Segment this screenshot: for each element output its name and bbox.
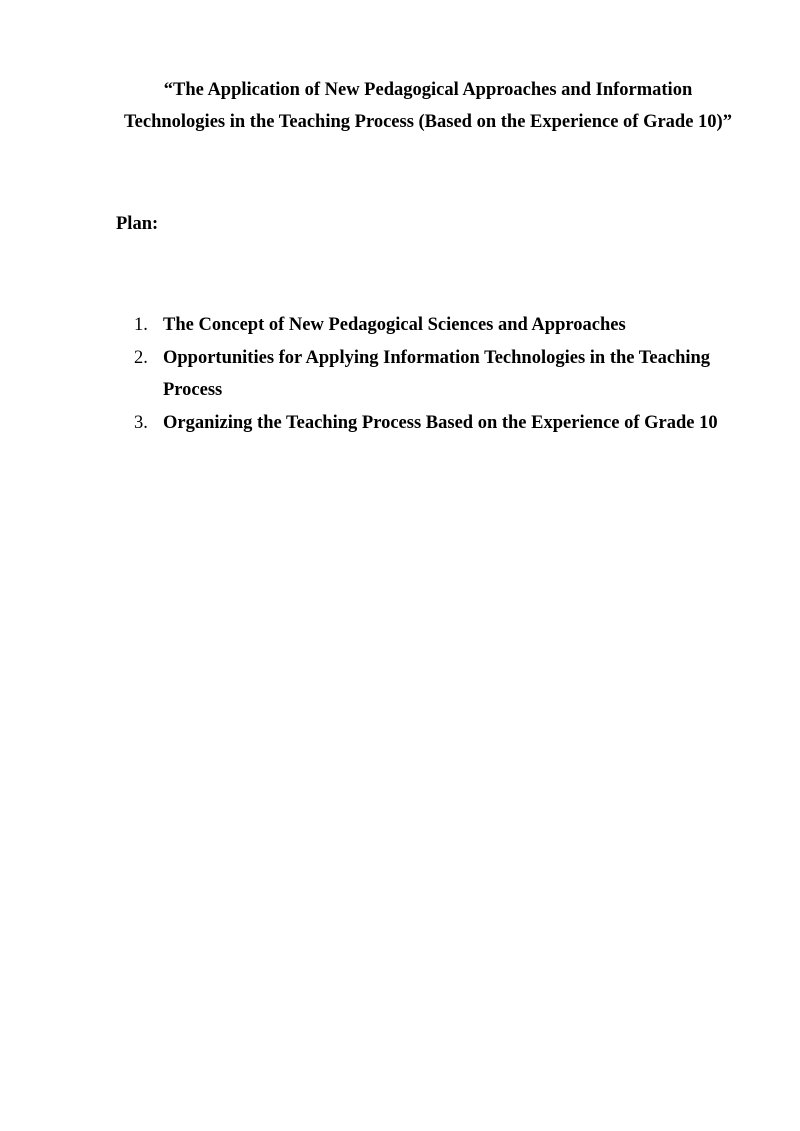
- plan-list: [134, 309, 754, 439]
- plan-item: [134, 309, 754, 342]
- plan-item: [134, 407, 754, 440]
- plan-item: [134, 342, 754, 407]
- title-line: Technologies in the Teaching Process (Based on the Experience of Grade 10)”: [124, 112, 732, 132]
- plan-item-text: Opportunities for Applying Information Technologies in the Teaching Process: [163, 347, 711, 400]
- plan-item-text: The Concept of New Pedagogical Sciences and Approaches: [163, 315, 626, 335]
- plan-item-number: 3.: [134, 412, 148, 433]
- plan-item-text: Organizing the Teaching Process Based on the Experience of Grade 10: [163, 412, 718, 433]
- document-title: [100, 74, 756, 138]
- plan-item-number: 2.: [134, 347, 148, 368]
- plan-heading: Plan:: [116, 214, 159, 234]
- plan-item-number: 1.: [134, 315, 148, 335]
- title-line: “The Application of New Pedagogical Approaches and Information: [163, 80, 693, 100]
